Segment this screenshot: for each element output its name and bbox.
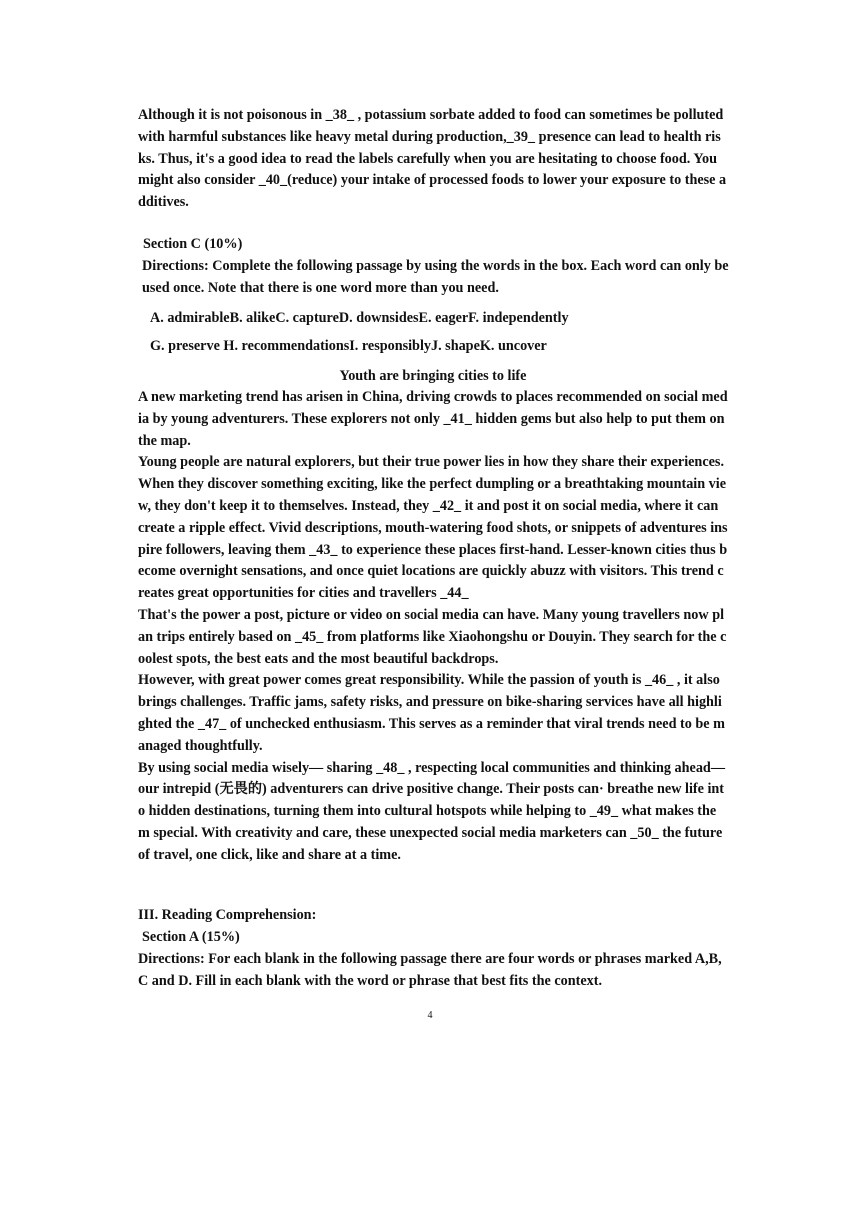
passage-body: A new marketing trend has arisen in China, driving crowds to places recommended on social media by young adventurers. These explorers not only _41_ hidden gems but also help to put them on the map. Young people are natural explorers, but their true power lies in how they share their experiences. When they discover something exciting, like the perfect dumpling or a breathtaking mountain view, they don't keep it to themselves. Instead, they _42_ it and post it on social media, where it can create a ripple effect. Vivid descriptions, mouth-watering food shots, or snippets of adventures inspire followers, leaving them _43_ to experience these places first-hand. Lesser-known cities thus become overnight sensations, and once quiet locations are quickly abuzz with visitors. This trend creates great opportunities for cities and travellers _44_ That's the power a post, picture or video on social media can have. Many young travellers now plan trips entirely based on _45_ from platforms like Xiaohongshu or Douyin. They search for the coolest spots, the best eats and the most beautiful backdrops. However, with great power comes great responsibility. While the passion of youth is _46_ , it also brings challenges. Traffic jams, safety risks, and pressure on bike-sharing services have all highlighted the _47_ of unchecked enthusiasm. This serves as a reminder that viral trends need to be managed thoughtfully. By using social media wisely— sharing _48_ , respecting local communities and thinking ahead— our intrepid (无畏的) adventurers can drive positive change. Their posts can· breathe new life into hidden destinations, turning them into cultural hotspots while helping to _49_ what makes them special. With creativity and care, these unexpected social media marketers can _50_ the future of travel, one click, like and share at a time. xyxy=(138,389,728,863)
section-c-title: Section C (10%) xyxy=(143,236,243,252)
passage-title: Youth are bringing cities to life xyxy=(339,368,527,384)
word-options-line-2: G. preserve H. recommendationsI. responsiblyJ. shapeK. uncover xyxy=(150,338,547,354)
section-c-directions: Directions: Complete the following passage by using the words in the box. Each word can only be used once. Note that there is one word more than you need. xyxy=(142,258,729,296)
section-a-title: Section A (15%) xyxy=(142,929,240,945)
paragraph-blanks-38-40: Although it is not poisonous in _38_ , potassium sorbate added to food can sometimes be polluted with harmful substances like heavy metal during production,_39_ presence can lead to health risks. Thus, it's a good idea to read the labels carefully when you are hesitating to choose food. You might also consider _40_(reduce) your intake of processed foods to lower your exposure to these additives. xyxy=(138,107,727,211)
section-a-directions: Directions: For each blank in the following passage there are four words or phrases marked A,B,C and D. Fill in each blank with the word or phrase that best fits the context. xyxy=(138,951,722,989)
reading-comprehension-heading: III. Reading Comprehension: xyxy=(138,907,317,923)
word-options-line-1: A. admirableB. alikeC. captureD. downsidesE. eagerF. independently xyxy=(150,310,569,326)
page-number: 4 xyxy=(427,1010,433,1021)
